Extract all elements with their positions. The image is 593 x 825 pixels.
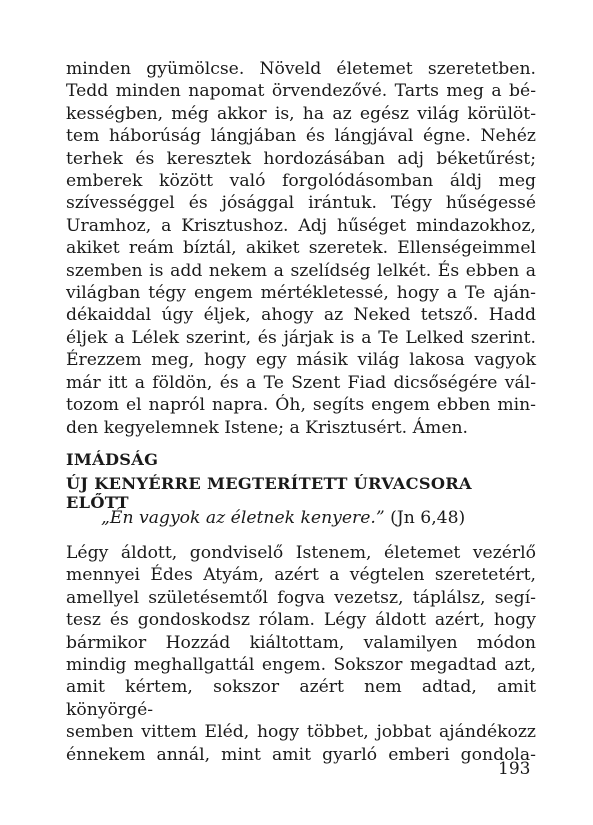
bible-quote xyxy=(101,508,465,528)
quote-reference: (Jn 6,48) xyxy=(384,508,466,528)
text-line: minden gyümölcse. Növeld életemet szeretetben. xyxy=(66,59,536,79)
page-number: 193 xyxy=(498,759,531,779)
text-line: semben vittem Eléd, hogy többet, jobbat ajándékozz xyxy=(66,722,536,743)
text-line: mindig meghallgattál engem. Sokszor megadtad azt, xyxy=(66,655,536,676)
text-line: terhek és keresztek hordozásában adj béketűrést; xyxy=(66,148,536,169)
text-line: kességben, még akkor is, ha az egész világ körülöt- xyxy=(66,103,536,124)
paragraph-prayer-start xyxy=(66,542,536,766)
text-line: éljek a Lélek szerint, és járjak is a Te Lelked szerint. xyxy=(66,327,536,348)
text-line: Uramhoz, a Krisztushoz. Adj hűséget mindazokhoz, xyxy=(66,215,536,236)
text-line: den kegyelemnek Istene; a Krisztusért. Ámen. xyxy=(66,417,469,438)
text-line: Tedd minden napomat örvendezővé. Tarts meg a bé- xyxy=(66,81,536,102)
text-line: tesz és gondoskodsz rólam. Légy áldott azért, hogy xyxy=(66,610,536,631)
text-line: mennyei Édes Atyám, azért a végtelen szeretetért, xyxy=(66,565,536,586)
text-line: Érezzem meg, hogy egy másik világ lakosa vagyok xyxy=(66,350,536,371)
text-line: szívességgel és jósággal irántuk. Tégy hűségessé xyxy=(66,193,536,214)
text-line: bármikor Hozzád kiáltottam, valamilyen módon xyxy=(66,632,536,653)
text-line: világban tégy engem mértékletessé, hogy a Te aján- xyxy=(66,283,536,304)
text-line: énnekem annál, mint amit gyarló emberi gondola- xyxy=(66,744,536,765)
text-line: akiket reám bíztál, akiket szeretek. Ellenségeimmel xyxy=(66,238,536,259)
text-line: amellyel születésemtől fogva vezetsz, táplálsz, segí- xyxy=(66,587,536,608)
text-line: szemben is add nekem a szelídség lelkét. És ebben a xyxy=(66,260,536,281)
text-line: dékaiddal úgy éljek, ahogy az Neked tetsző. Hadd xyxy=(66,305,536,326)
paragraph-prayer-end xyxy=(66,58,536,439)
quote-text: „Én vagyok az életnek kenyere.” xyxy=(101,508,385,528)
text-line: emberek között való forgolódásomban áldj meg xyxy=(66,171,536,192)
text-line: amit kértem, sokszor azért nem adtad, amit könyörgé- xyxy=(66,677,536,720)
section-title: ÚJ KENYÉRRE MEGTERÍTETT ÚRVACSORA ELŐTT xyxy=(66,474,472,512)
text-line: tem háborúság lángjában és lángjával égne. Nehéz xyxy=(66,126,536,147)
section-label: IMÁDSÁG xyxy=(66,450,159,469)
text-line: már itt a földön, és a Te Szent Fiad dicsőségére vál- xyxy=(66,372,536,393)
text-line: tozom el napról napra. Óh, segíts engem ebben min- xyxy=(66,395,536,416)
text-line: Légy áldott, gondviselő Istenem, életemet vezérlő xyxy=(66,543,536,563)
